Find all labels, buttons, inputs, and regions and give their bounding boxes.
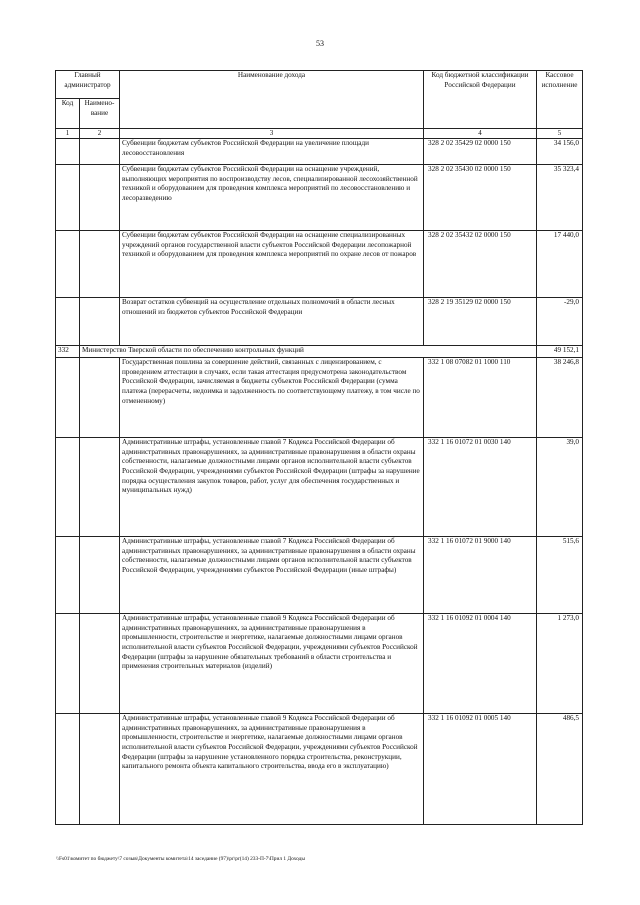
income-description: Возврат остатков субвенций на осуществление отдельных полномочий в области лесных отношений из бюджетов субъектов Российской Федерации [120, 298, 424, 346]
bcc-code: 328 2 02 35429 02 0000 150 [424, 139, 537, 165]
admin-code-cell [56, 714, 80, 825]
bcc-code: 328 2 02 35432 02 0000 150 [424, 231, 537, 298]
income-description: Субвенции бюджетам субъектов Российской Федерации на оснащение специализированных учреждений органов государственной власти субъектов Российской Федерации лесопожарной техникой и оборудованием для проведения комплекса мероприятий по охране лесов от пожаров [120, 231, 424, 298]
name-short-header: Наимено-вание [80, 99, 120, 129]
table-row [56, 231, 583, 298]
ministry-code: 332 [56, 346, 80, 358]
bcc-code: 332 1 16 01092 01 0005 140 [424, 714, 537, 825]
col-number: 4 [424, 129, 537, 139]
table-row [56, 358, 583, 438]
col-number: 5 [537, 129, 583, 139]
table-row [56, 614, 583, 714]
admin-name-cell [80, 165, 120, 231]
cash-amount: 486,5 [537, 714, 583, 825]
admin-code-cell [56, 231, 80, 298]
admin-name-cell [80, 231, 120, 298]
cash-amount: 35 323,4 [537, 165, 583, 231]
cash-amount: 34 156,0 [537, 139, 583, 165]
footer-file-path: \\Fs01\комитет по бюджету\7 созыв\Документы комитета\14 заседание (97)\pr\pr(14) 233-П-7\Прил 1 Доходы [56, 856, 306, 862]
bcc-code: 328 2 02 35430 02 0000 150 [424, 165, 537, 231]
ministry-row [56, 346, 583, 358]
bcc-code: 332 1 16 01072 01 9000 140 [424, 537, 537, 614]
code-header: Код [56, 99, 80, 129]
income-description: Административные штрафы, установленные главой 7 Кодекса Российской Федерации об административных правонарушениях, за административные правонарушения в области охраны собственности, налагаемые должностными лицами органов исполнительной власти субъектов Российской Федерации, учреждениями субъектов Российской Федерации (иные штрафы) [120, 537, 424, 614]
admin-code-cell [56, 438, 80, 537]
chief-admin-header: Главный администратор [56, 71, 120, 99]
admin-name-cell [80, 614, 120, 714]
column-numbers-row [56, 129, 583, 139]
bcc-code: 328 2 19 35129 02 0000 150 [424, 298, 537, 346]
income-description: Административные штрафы, установленные главой 7 Кодекса Российской Федерации об административных правонарушениях, за административные правонарушения в области охраны собственности, налагаемые должностными лицами органов исполнительной власти субъектов Российской Федерации, учреждениями субъектов Российской Федерации (штрафы за нарушение порядка осуществления закупок товаров, работ, услуг для обеспечения государственных и муниципальных нужд) [120, 438, 424, 537]
page-number: 53 [316, 39, 324, 48]
income-description: Государственная пошлина за совершение действий, связанных с лицензированием, с проведением аттестации в случаях, если такая аттестация предусмотрена законодательством Российской Федерации, зачисляемая в бюджеты субъектов Российской Федерации (сумма платежа (перерасчеты, недоимка и задолженность по соответствующему платежу, в том числе по отмененному) [120, 358, 424, 438]
cash-amount: 38 246,8 [537, 358, 583, 438]
cash-amount: 17 440,0 [537, 231, 583, 298]
admin-name-cell [80, 298, 120, 346]
bcc-code: 332 1 16 01072 01 0030 140 [424, 438, 537, 537]
table-row [56, 298, 583, 346]
table-row [56, 139, 583, 165]
cash-amount: 1 273,0 [537, 614, 583, 714]
header-row [56, 71, 583, 99]
admin-name-cell [80, 358, 120, 438]
ministry-title: Министерство Тверской области по обеспечению контрольных функций [80, 346, 537, 358]
bcc-code: 332 1 08 07082 01 1000 110 [424, 358, 537, 438]
col-number: 3 [120, 129, 424, 139]
cash-amount: -29,0 [537, 298, 583, 346]
admin-name-cell [80, 139, 120, 165]
admin-code-cell [56, 358, 80, 438]
bcc-code: 332 1 16 01092 01 0004 140 [424, 614, 537, 714]
income-description: Субвенции бюджетам субъектов Российской Федерации на оснащение учреждений, выполняющих мероприятия по воспроизводству лесов, специализированной лесохозяйственной техникой и оборудованием для проведения комплекса мероприятий по лесовосстановлению и лесоразведению [120, 165, 424, 231]
income-name-header: Наименование дохода [120, 71, 424, 129]
table-row [56, 165, 583, 231]
admin-code-cell [56, 165, 80, 231]
budget-table [55, 70, 583, 825]
admin-name-cell [80, 537, 120, 614]
admin-name-cell [80, 438, 120, 537]
admin-code-cell [56, 298, 80, 346]
table-row [56, 537, 583, 614]
col-number: 1 [56, 129, 80, 139]
income-description: Административные штрафы, установленные главой 9 Кодекса Российской Федерации об административных правонарушениях, за административные правонарушения в промышленности, строительстве и энергетике, налагаемые должностными лицами органов исполнительной власти субъектов Российской Федерации, учреждениями субъектов Российской Федерации (штрафы за нарушение установленного порядка строительства, реконструкции, капитального ремонта объекта капитального строительства, ввода его в эксплуатацию) [120, 714, 424, 825]
table-row [56, 438, 583, 537]
bcc-header: Код бюджетной классификации Российской Федерации [424, 71, 537, 129]
col-number: 2 [80, 129, 120, 139]
admin-code-cell [56, 614, 80, 714]
cash-header: Кассовое исполнение [537, 71, 583, 129]
cash-amount: 39,0 [537, 438, 583, 537]
income-description: Административные штрафы, установленные главой 9 Кодекса Российской Федерации об административных правонарушениях, за административные правонарушения в промышленности, строительстве и энергетике, налагаемые должностными лицами органов исполнительной власти субъектов Российской Федерации, учреждениями субъектов Российской Федерации (штрафы за нарушение обязательных требований в области строительства и применения строительных материалов (изделий) [120, 614, 424, 714]
admin-code-cell [56, 139, 80, 165]
admin-code-cell [56, 537, 80, 614]
cash-amount: 515,6 [537, 537, 583, 614]
income-description: Субвенции бюджетам субъектов Российской Федерации на увеличение площади лесовосстановления [120, 139, 424, 165]
table-row [56, 714, 583, 825]
admin-name-cell [80, 714, 120, 825]
ministry-amount: 49 152,1 [537, 346, 583, 358]
